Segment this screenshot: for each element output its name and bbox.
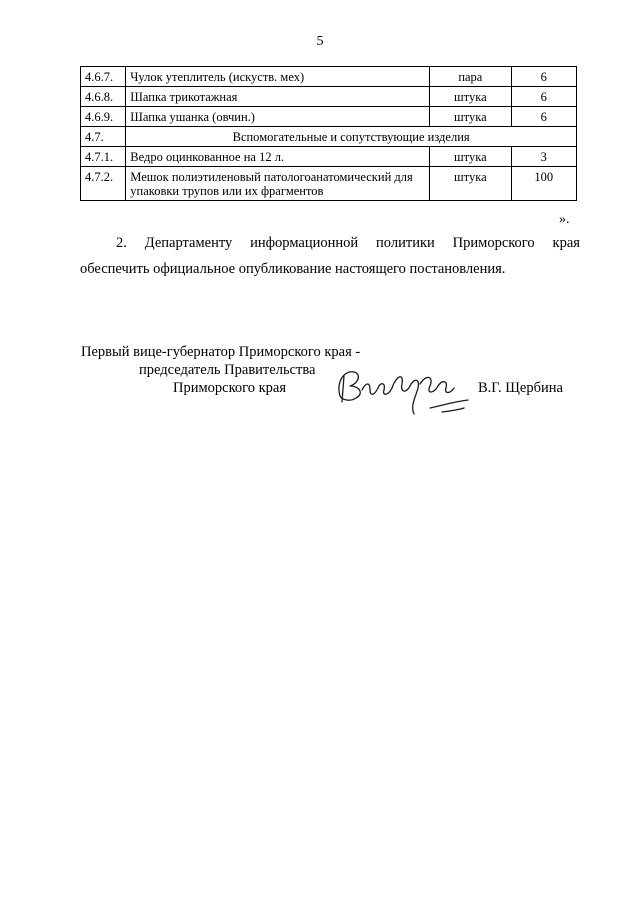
- item-quantity: 6: [511, 67, 576, 87]
- item-unit: пара: [430, 67, 511, 87]
- item-name: Шапка ушанка (овчин.): [126, 107, 430, 127]
- handwritten-signature: [334, 362, 474, 422]
- item-name: Чулок утеплитель (искуств. мех): [126, 67, 430, 87]
- item-number: 4.6.8.: [81, 87, 126, 107]
- signatory-title-line2: председатель Правительства: [139, 362, 316, 378]
- paragraph-word: политики: [376, 235, 435, 251]
- table-row: [81, 67, 577, 87]
- page-number: 5: [316, 34, 324, 49]
- section-number: 4.7.: [81, 127, 126, 147]
- paragraph-line: [80, 230, 580, 256]
- closing-quote: ».: [559, 212, 570, 227]
- table-row: [81, 87, 577, 107]
- item-quantity: 3: [511, 147, 576, 167]
- paragraph-word: Департаменту: [144, 235, 233, 251]
- item-number: 4.6.7.: [81, 67, 126, 87]
- table-row: [81, 147, 577, 167]
- section-row: [81, 127, 577, 147]
- section-title: Вспомогательные и сопутствующие изделия: [126, 127, 577, 147]
- table-row: [81, 107, 577, 127]
- item-number: 4.6.9.: [81, 107, 126, 127]
- item-quantity: 100: [511, 167, 576, 201]
- paragraph-line: обеспечить официальное опубликование настоящего постановления.: [80, 261, 506, 277]
- item-unit: штука: [430, 147, 511, 167]
- signatory-name: В.Г. Щербина: [478, 380, 563, 396]
- paragraph-word: 2.: [116, 235, 127, 251]
- paragraph-word: края: [552, 235, 580, 251]
- item-number: 4.7.2.: [81, 167, 126, 201]
- signatory-title-line3: Приморского края: [173, 380, 287, 396]
- item-name: Шапка трикотажная: [126, 87, 430, 107]
- item-unit: штука: [430, 167, 511, 201]
- item-quantity: 6: [511, 87, 576, 107]
- table-row: [81, 167, 577, 201]
- paragraph-word: Приморского: [452, 235, 535, 251]
- item-quantity: 6: [511, 107, 576, 127]
- items-table: [80, 66, 577, 201]
- item-name: Ведро оцинкованное на 12 л.: [126, 147, 430, 167]
- item-unit: штука: [430, 87, 511, 107]
- paragraph-word: информационной: [250, 235, 359, 251]
- item-number: 4.7.1.: [81, 147, 126, 167]
- item-name: Мешок полиэтиленовый патологоанатомический для упаковки трупов или их фрагментов: [126, 167, 430, 201]
- item-unit: штука: [430, 107, 511, 127]
- signatory-title-line1: Первый вице-губернатор Приморского края -: [81, 344, 361, 360]
